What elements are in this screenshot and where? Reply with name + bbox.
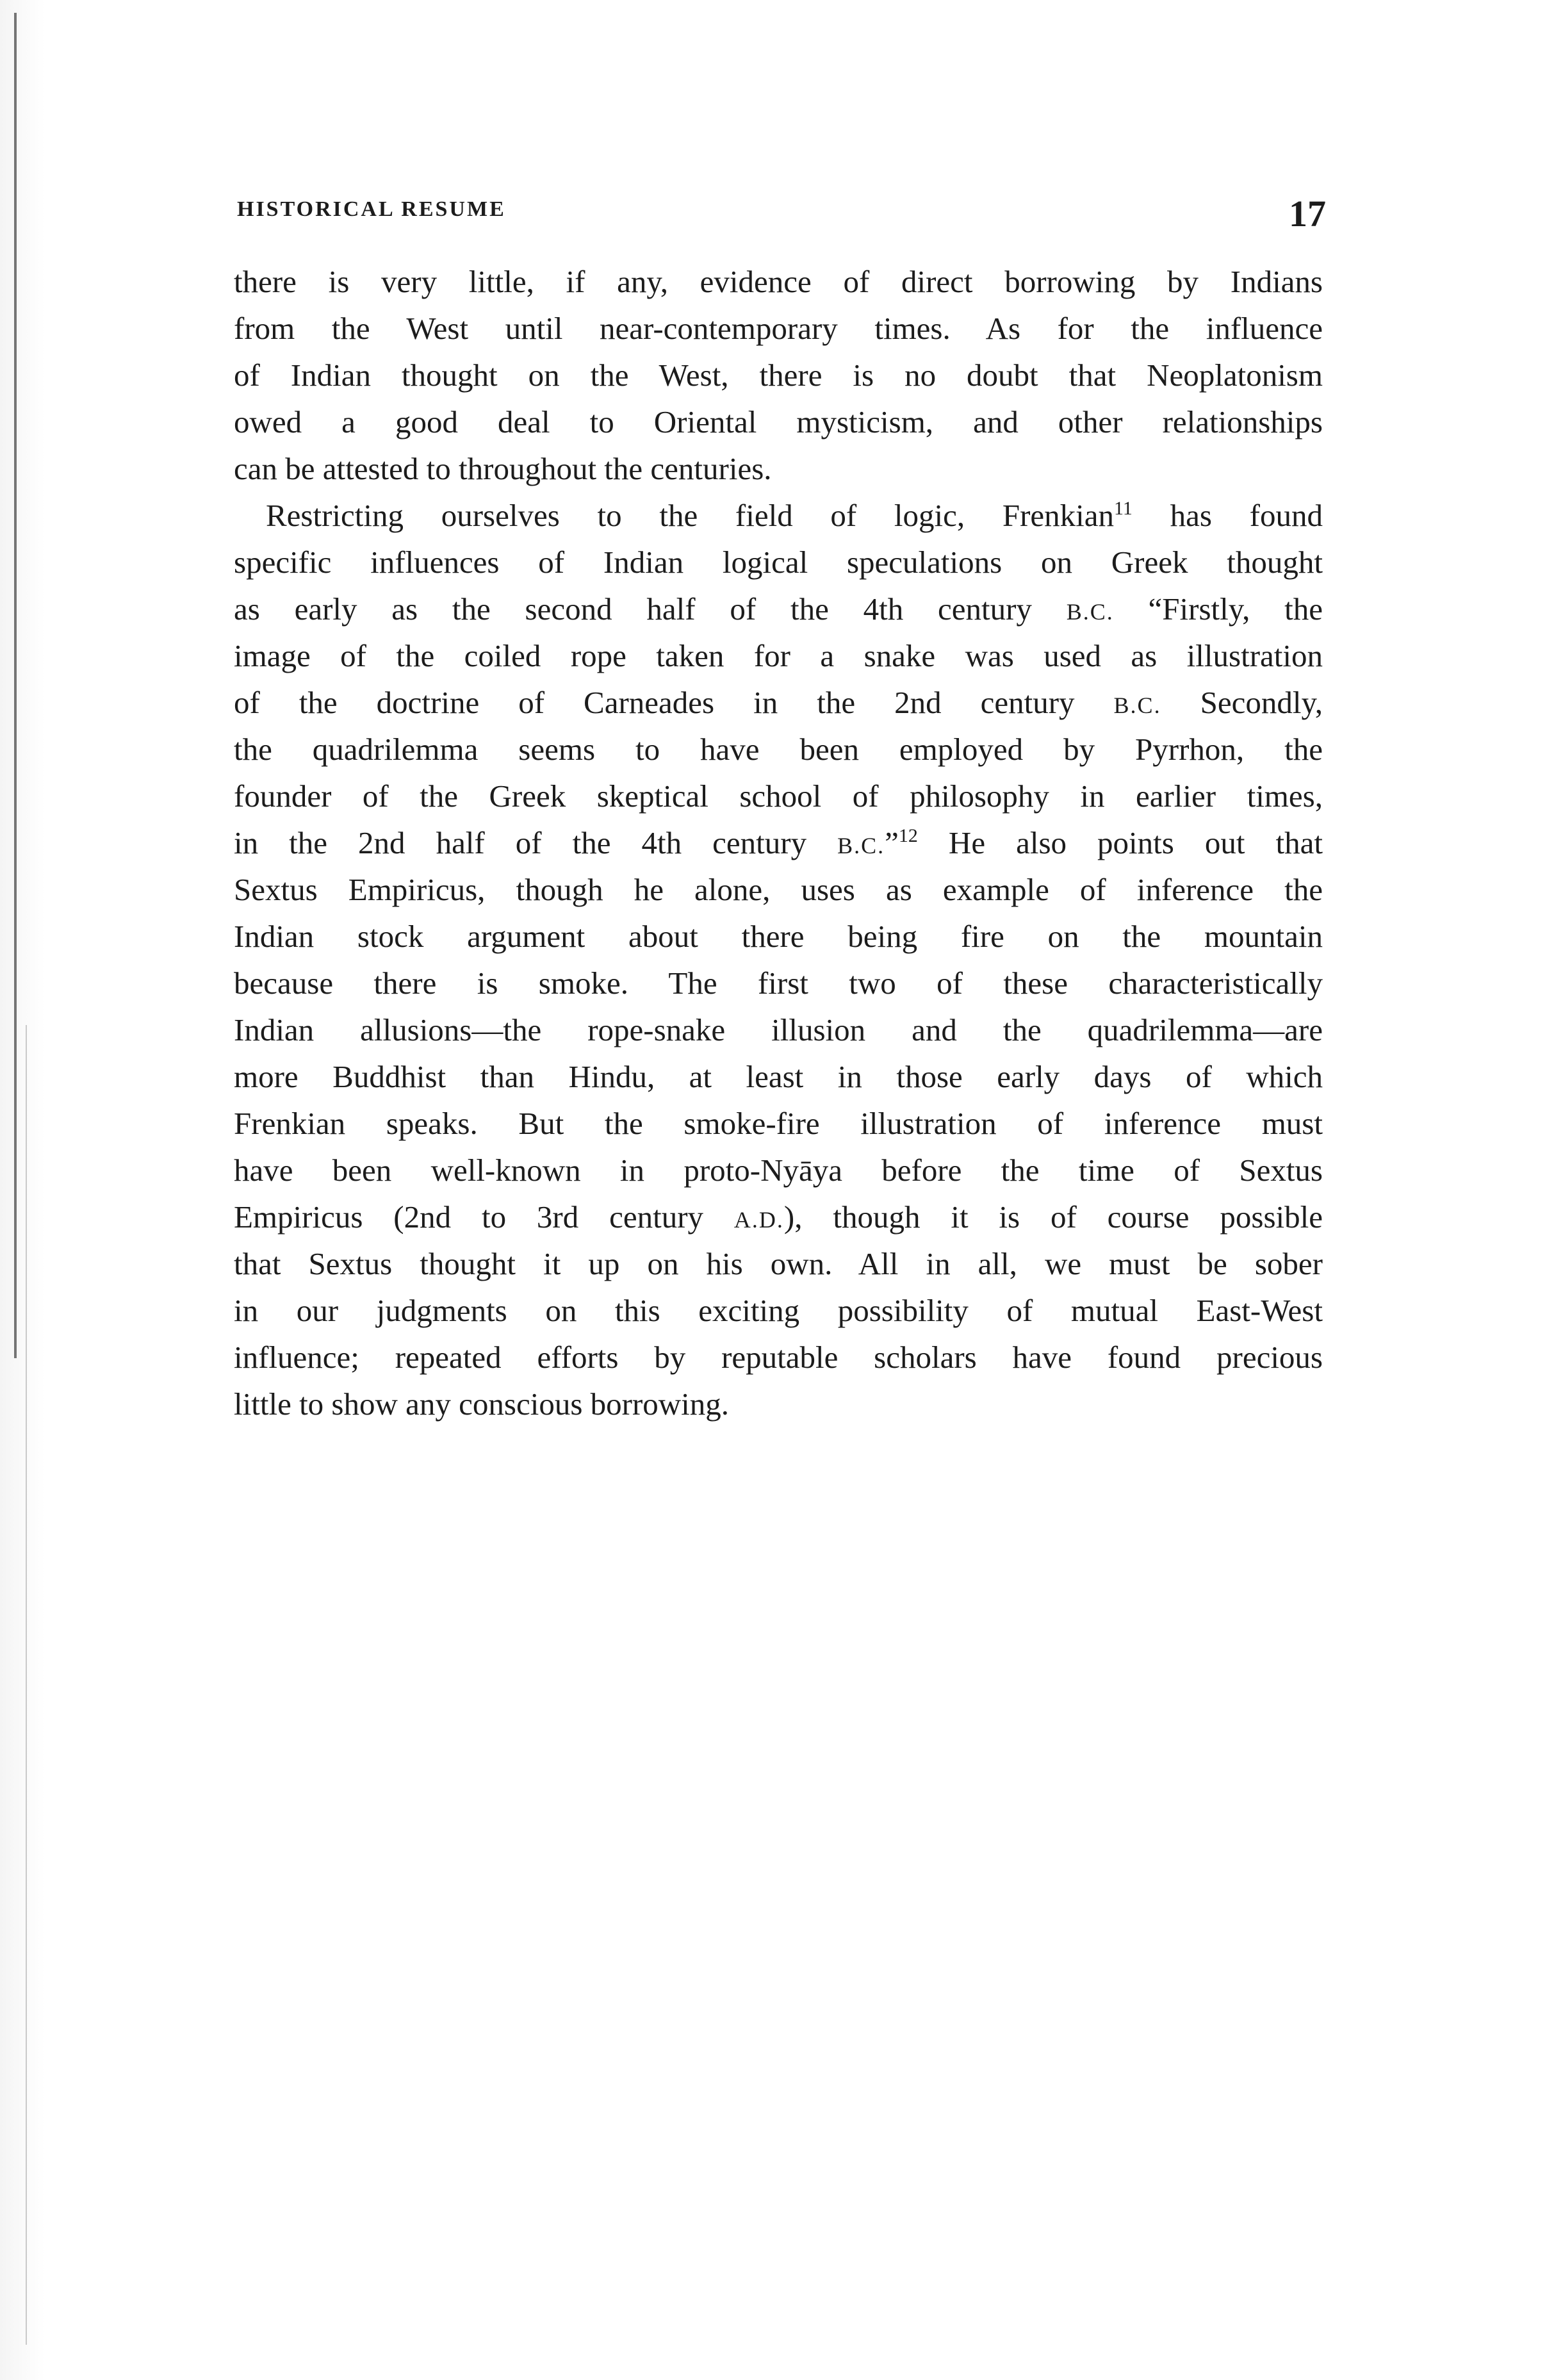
text-line: owed a good deal to Oriental mysticism, and other relationships xyxy=(234,404,1323,439)
text-line: Indian stock argument about there being fire on the mountain xyxy=(234,919,1323,954)
text-line xyxy=(234,679,1323,726)
text-run: as early as the second half of the 4th century xyxy=(234,591,1032,627)
text-line: there is very little, if any, evidence of direct borrowing by Indians xyxy=(234,264,1323,299)
text-run: of the doctrine of Carneades in the 2nd century xyxy=(234,685,1075,720)
page-gutter-shadow xyxy=(0,0,45,2380)
binding-edge-line-faint xyxy=(26,1025,27,2345)
text-run: He also points out that xyxy=(917,825,1323,860)
text-run: Restricting ourselves to the field of logic, Frenkian xyxy=(266,498,1115,533)
text-run: “Firstly, the xyxy=(1113,591,1323,627)
text-line: the quadrilemma seems to have been employed by Pyrrhon, the xyxy=(234,732,1323,767)
era-abbreviation: B.C. xyxy=(837,833,885,858)
text-run: in the 2nd half of the 4th century xyxy=(234,825,807,860)
text-run: Secondly, xyxy=(1161,685,1323,720)
text-line: of Indian thought on the West, there is no doubt that Neoplatonism xyxy=(234,357,1323,393)
text-line: in our judgments on this exciting possibility of mutual East-West xyxy=(234,1293,1323,1328)
era-abbreviation: B.C. xyxy=(1113,693,1161,718)
text-run: Empiricus (2nd to 3rd century xyxy=(234,1199,704,1235)
text-run: has found xyxy=(1132,498,1323,533)
footnote-ref-11: 11 xyxy=(1114,498,1133,519)
text-line: have been well-known in proto-Nyāya before the time of Sextus xyxy=(234,1153,1323,1188)
text-line: Indian allusions—the rope-snake illusion and the quadrilemma—are xyxy=(234,1012,1323,1047)
text-line: Sextus Empiricus, though he alone, uses as example of inference the xyxy=(234,872,1323,907)
running-title: HISTORICAL RESUME xyxy=(237,197,506,221)
binding-edge-line xyxy=(14,13,17,1358)
running-head xyxy=(237,192,1326,243)
text-line xyxy=(234,492,1323,539)
text-line: that Sextus thought it up on his own. All in all, we must be sober xyxy=(234,1246,1323,1281)
text-line: more Buddhist than Hindu, at least in those early days of which xyxy=(234,1059,1323,1094)
text-line: founder of the Greek skeptical school of philosophy in earlier times, xyxy=(234,778,1323,814)
footnote-ref-12: 12 xyxy=(898,825,918,846)
text-line: specific influences of Indian logical speculations on Greek thought xyxy=(234,545,1323,580)
text-line: can be attested to throughout the centuries. xyxy=(234,451,772,486)
text-line xyxy=(234,586,1323,632)
era-abbreviation: A.D. xyxy=(733,1207,784,1233)
text-run: ), though it is of course possible xyxy=(783,1199,1323,1235)
closing-quote: ” xyxy=(885,825,899,860)
text-line: from the West until near-contemporary times. As for the influence xyxy=(234,311,1323,346)
page-number: 17 xyxy=(1289,193,1326,234)
text-line xyxy=(234,819,1323,866)
text-line: little to show any conscious borrowing. xyxy=(234,1386,730,1422)
body-text xyxy=(234,258,1323,1427)
era-abbreviation: B.C. xyxy=(1066,599,1114,625)
text-line: influence; repeated efforts by reputable scholars have found precious xyxy=(234,1340,1323,1375)
text-line: because there is smoke. The first two of these characteristically xyxy=(234,965,1323,1001)
text-line: Frenkian speaks. But the smoke-fire illustration of inference must xyxy=(234,1106,1323,1141)
text-line: image of the coiled rope taken for a snake was used as illustration xyxy=(234,638,1323,673)
text-line xyxy=(234,1194,1323,1240)
